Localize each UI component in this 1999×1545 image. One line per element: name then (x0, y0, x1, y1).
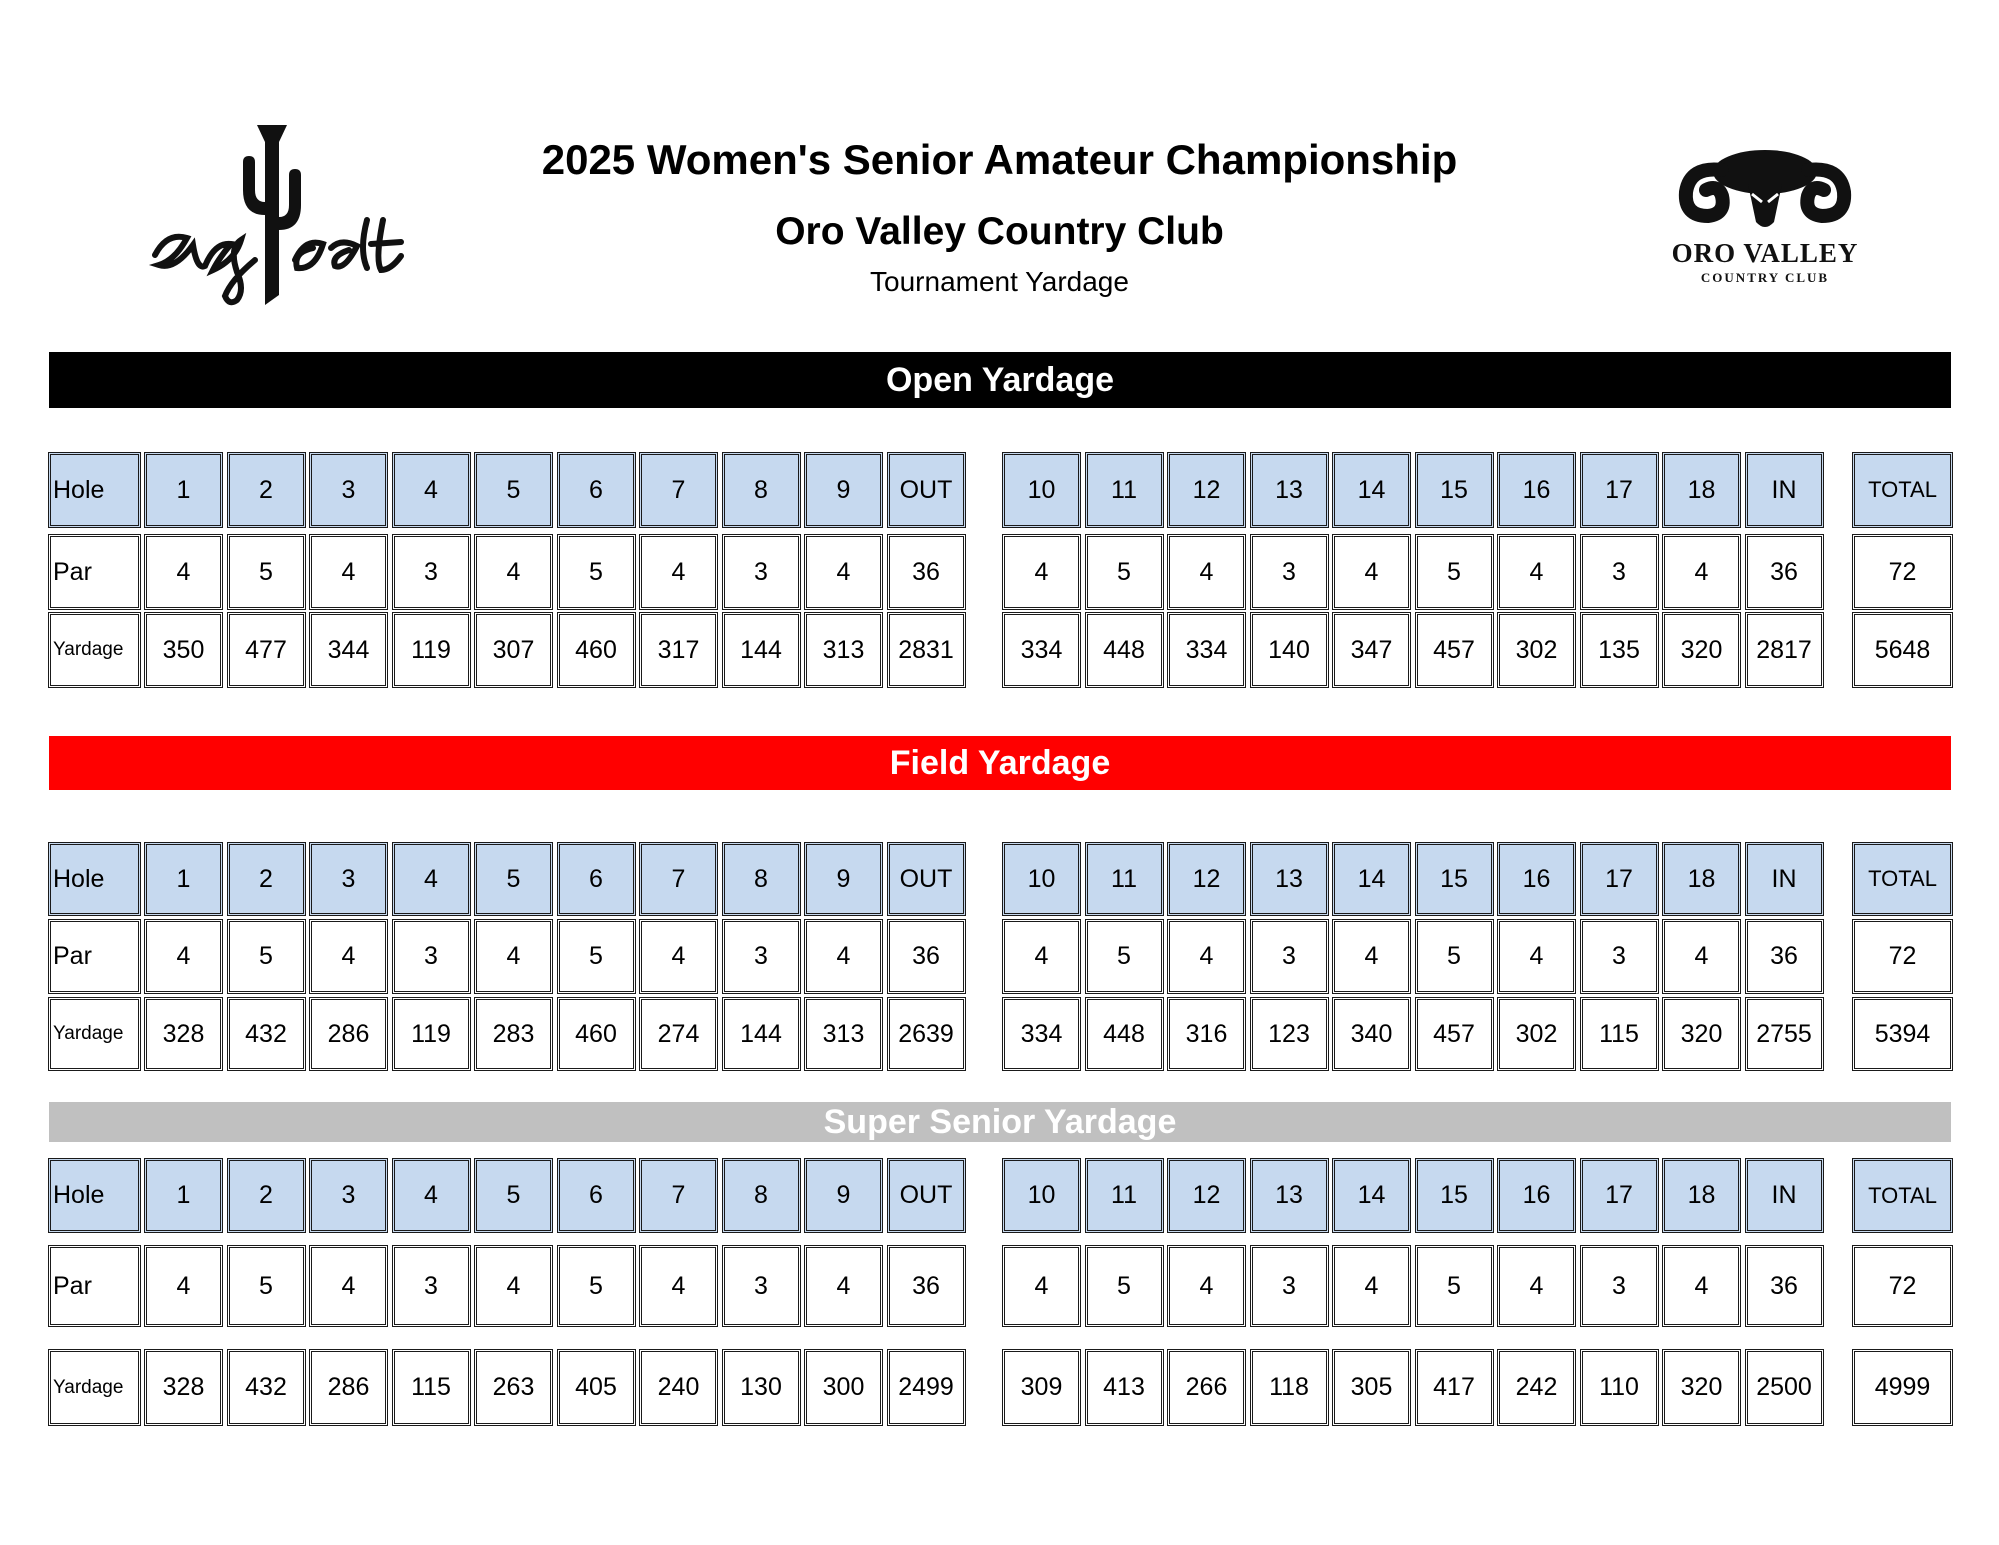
yardage-cell: 302 (1497, 997, 1576, 1071)
oro-valley-logo (1650, 140, 1880, 300)
par-cell: 5 (1085, 534, 1164, 610)
logo-subwordmark: COUNTRY CLUB (1700, 270, 1830, 285)
yardage-cell: 417 (1415, 1349, 1494, 1426)
par-cell: 3 (1250, 1245, 1329, 1327)
hole-number-cell: 5 (474, 842, 553, 916)
yardage-cell: 266 (1167, 1349, 1246, 1426)
hole-number-cell: 10 (1002, 842, 1081, 916)
par-cell: 4 (144, 919, 223, 994)
par-total-cell: 72 (1852, 534, 1953, 610)
yardage-cell: 457 (1415, 612, 1494, 688)
yardage-cell: 477 (227, 612, 306, 688)
hole-row-label: Hole (48, 1158, 141, 1233)
yardage-cell: 320 (1662, 997, 1741, 1071)
yardage-cell: 118 (1250, 1349, 1329, 1426)
hole-number-cell: 16 (1497, 1158, 1576, 1233)
yardage-cell: 309 (1002, 1349, 1081, 1426)
par-cell: 3 (722, 534, 801, 610)
hole-number-cell: IN (1745, 842, 1824, 916)
hole-number-cell: 7 (639, 452, 718, 528)
par-cell: 3 (1250, 919, 1329, 994)
hole-number-cell: OUT (887, 842, 966, 916)
hole-number-cell: 2 (227, 842, 306, 916)
yardage-cell: 2755 (1745, 997, 1824, 1071)
hole-number-cell: 13 (1250, 842, 1329, 916)
hole-number-cell: 11 (1085, 842, 1164, 916)
yardage-cell: 432 (227, 997, 306, 1071)
par-cell: 5 (1085, 919, 1164, 994)
yardage-cell: 286 (309, 1349, 388, 1426)
par-cell: 4 (1497, 534, 1576, 610)
par-total-cell: 72 (1852, 1245, 1953, 1327)
hole-number-cell: 17 (1580, 452, 1659, 528)
par-cell: 4 (1662, 1245, 1741, 1327)
hole-number-cell: 11 (1085, 452, 1164, 528)
hole-number-cell: 14 (1332, 842, 1411, 916)
yardage-cell: 307 (474, 612, 553, 688)
hole-number-cell: 3 (309, 842, 388, 916)
par-cell: 4 (1662, 919, 1741, 994)
par-cell: 3 (722, 919, 801, 994)
par-cell: 5 (227, 1245, 306, 1327)
yardage-cell: 240 (639, 1349, 718, 1426)
hole-number-cell: 1 (144, 452, 223, 528)
yardage-total-cell: 4999 (1852, 1349, 1953, 1426)
total-header-cell: TOTAL (1852, 1158, 1953, 1233)
hole-number-cell: 9 (804, 452, 883, 528)
hole-number-cell: 1 (144, 1158, 223, 1233)
par-cell: 3 (1580, 1245, 1659, 1327)
par-cell: 3 (392, 919, 471, 994)
hole-number-cell: 14 (1332, 1158, 1411, 1233)
par-cell: 4 (1167, 1245, 1246, 1327)
yardage-cell: 305 (1332, 1349, 1411, 1426)
yardage-cell: 2817 (1745, 612, 1824, 688)
hole-number-cell: 12 (1167, 842, 1246, 916)
par-cell: 4 (1332, 919, 1411, 994)
hole-number-cell: 6 (557, 842, 636, 916)
par-cell: 4 (474, 534, 553, 610)
hole-number-cell: 4 (392, 452, 471, 528)
par-cell: 36 (887, 1245, 966, 1327)
yardage-total-cell: 5394 (1852, 997, 1953, 1071)
hole-number-cell: 10 (1002, 452, 1081, 528)
total-header-cell: TOTAL (1852, 842, 1953, 916)
yardage-cell: 344 (309, 612, 388, 688)
section-banner-field: Field Yardage (49, 736, 1951, 790)
hole-number-cell: 7 (639, 1158, 718, 1233)
par-cell: 5 (1415, 919, 1494, 994)
section-banner-super-senior: Super Senior Yardage (49, 1102, 1951, 1142)
logo-wordmark: ORO VALLEY (1671, 238, 1859, 268)
par-cell: 5 (557, 1245, 636, 1327)
yardage-cell: 130 (722, 1349, 801, 1426)
par-cell: 4 (1167, 534, 1246, 610)
hole-number-cell: 3 (309, 452, 388, 528)
yardage-cell: 119 (392, 997, 471, 1071)
par-total-cell: 72 (1852, 919, 1953, 994)
hole-number-cell: 17 (1580, 1158, 1659, 1233)
par-cell: 36 (887, 534, 966, 610)
hole-number-cell: 1 (144, 842, 223, 916)
par-cell: 4 (1002, 919, 1081, 994)
yardage-cell: 313 (804, 612, 883, 688)
yardage-cell: 144 (722, 997, 801, 1071)
hole-number-cell: 8 (722, 1158, 801, 1233)
yardage-cell: 313 (804, 997, 883, 1071)
yardage-total-cell: 5648 (1852, 612, 1953, 688)
par-cell: 5 (1085, 1245, 1164, 1327)
yardage-cell: 302 (1497, 612, 1576, 688)
yardage-cell: 263 (474, 1349, 553, 1426)
yardage-row-label: Yardage (48, 997, 141, 1071)
yardage-cell: 2500 (1745, 1349, 1824, 1426)
par-cell: 4 (639, 1245, 718, 1327)
yardage-cell: 432 (227, 1349, 306, 1426)
par-cell: 36 (1745, 1245, 1824, 1327)
par-cell: 4 (804, 919, 883, 994)
yardage-cell: 448 (1085, 612, 1164, 688)
par-cell: 4 (309, 1245, 388, 1327)
page-subtitle: Tournament Yardage (870, 266, 1129, 297)
par-cell: 4 (1662, 534, 1741, 610)
yardage-cell: 334 (1167, 612, 1246, 688)
par-cell: 4 (144, 1245, 223, 1327)
hole-number-cell: 4 (392, 842, 471, 916)
par-cell: 4 (474, 919, 553, 994)
hole-number-cell: 17 (1580, 842, 1659, 916)
hole-number-cell: 18 (1662, 842, 1741, 916)
hole-row-label: Hole (48, 842, 141, 916)
hole-number-cell: IN (1745, 452, 1824, 528)
yardage-cell: 340 (1332, 997, 1411, 1071)
section-banner-open: Open Yardage (49, 352, 1951, 408)
yardage-cell: 350 (144, 612, 223, 688)
par-cell: 4 (804, 1245, 883, 1327)
hole-number-cell: 15 (1415, 1158, 1494, 1233)
hole-number-cell: 2 (227, 452, 306, 528)
par-cell: 4 (1332, 1245, 1411, 1327)
hole-number-cell: 12 (1167, 452, 1246, 528)
hole-number-cell: 12 (1167, 1158, 1246, 1233)
yardage-cell: 460 (557, 997, 636, 1071)
par-cell: 5 (1415, 534, 1494, 610)
par-row-label: Par (48, 1245, 141, 1327)
yardage-cell: 405 (557, 1349, 636, 1426)
hole-number-cell: 18 (1662, 1158, 1741, 1233)
par-cell: 4 (1332, 534, 1411, 610)
par-cell: 5 (227, 919, 306, 994)
yardage-cell: 242 (1497, 1349, 1576, 1426)
yardage-cell: 320 (1662, 612, 1741, 688)
page-title: 2025 Women's Senior Amateur Championship (541, 136, 1458, 183)
yardage-cell: 320 (1662, 1349, 1741, 1426)
hole-number-cell: 8 (722, 452, 801, 528)
hole-number-cell: OUT (887, 452, 966, 528)
yardage-cell: 460 (557, 612, 636, 688)
yardage-cell: 144 (722, 612, 801, 688)
yardage-cell: 448 (1085, 997, 1164, 1071)
par-cell: 3 (392, 1245, 471, 1327)
par-cell: 3 (392, 534, 471, 610)
yardage-cell: 328 (144, 997, 223, 1071)
par-cell: 3 (1580, 919, 1659, 994)
yardage-cell: 286 (309, 997, 388, 1071)
par-cell: 36 (1745, 534, 1824, 610)
par-cell: 4 (1497, 919, 1576, 994)
hole-number-cell: 15 (1415, 452, 1494, 528)
hole-number-cell: 11 (1085, 1158, 1164, 1233)
hole-number-cell: 8 (722, 842, 801, 916)
par-cell: 4 (1002, 1245, 1081, 1327)
par-cell: 4 (1002, 534, 1081, 610)
page-header (0, 0, 1999, 330)
par-cell: 5 (227, 534, 306, 610)
yardage-cell: 283 (474, 997, 553, 1071)
par-cell: 3 (1250, 534, 1329, 610)
hole-number-cell: 14 (1332, 452, 1411, 528)
yardage-cell: 115 (1580, 997, 1659, 1071)
yardage-cell: 300 (804, 1349, 883, 1426)
par-cell: 4 (1167, 919, 1246, 994)
total-header-cell: TOTAL (1852, 452, 1953, 528)
yardage-cell: 110 (1580, 1349, 1659, 1426)
par-cell: 4 (639, 919, 718, 994)
hole-number-cell: 2 (227, 1158, 306, 1233)
hole-number-cell: 3 (309, 1158, 388, 1233)
yardage-cell: 328 (144, 1349, 223, 1426)
yardage-cell: 334 (1002, 997, 1081, 1071)
hole-number-cell: 6 (557, 1158, 636, 1233)
hole-row-label: Hole (48, 452, 141, 528)
hole-number-cell: 6 (557, 452, 636, 528)
yardage-row-label: Yardage (48, 1349, 141, 1426)
yardage-cell: 334 (1002, 612, 1081, 688)
par-cell: 36 (1745, 919, 1824, 994)
par-cell: 4 (1497, 1245, 1576, 1327)
yardage-cell: 316 (1167, 997, 1246, 1071)
yardage-cell: 2499 (887, 1349, 966, 1426)
yardage-cell: 123 (1250, 997, 1329, 1071)
hole-number-cell: 15 (1415, 842, 1494, 916)
par-cell: 5 (557, 534, 636, 610)
hole-number-cell: 5 (474, 452, 553, 528)
yardage-cell: 140 (1250, 612, 1329, 688)
hole-number-cell: 13 (1250, 452, 1329, 528)
par-cell: 3 (722, 1245, 801, 1327)
par-cell: 5 (1415, 1245, 1494, 1327)
yardage-cell: 119 (392, 612, 471, 688)
yardage-cell: 2639 (887, 997, 966, 1071)
yardage-cell: 347 (1332, 612, 1411, 688)
hole-number-cell: 9 (804, 1158, 883, 1233)
hole-number-cell: 16 (1497, 452, 1576, 528)
par-cell: 36 (887, 919, 966, 994)
hole-number-cell: 18 (1662, 452, 1741, 528)
hole-number-cell: 5 (474, 1158, 553, 1233)
par-row-label: Par (48, 919, 141, 994)
par-cell: 3 (1580, 534, 1659, 610)
par-row-label: Par (48, 534, 141, 610)
ram-head-icon (1650, 140, 1880, 235)
par-cell: 4 (474, 1245, 553, 1327)
yardage-cell: 413 (1085, 1349, 1164, 1426)
yardage-row-label: Yardage (48, 612, 141, 688)
par-cell: 4 (804, 534, 883, 610)
hole-number-cell: IN (1745, 1158, 1824, 1233)
club-name: Oro Valley Country Club (775, 210, 1224, 253)
hole-number-cell: 9 (804, 842, 883, 916)
hole-number-cell: OUT (887, 1158, 966, 1233)
yardage-cell: 2831 (887, 612, 966, 688)
yardage-cell: 135 (1580, 612, 1659, 688)
yardage-cell: 317 (639, 612, 718, 688)
hole-number-cell: 4 (392, 1158, 471, 1233)
hole-number-cell: 10 (1002, 1158, 1081, 1233)
par-cell: 4 (144, 534, 223, 610)
par-cell: 4 (309, 534, 388, 610)
yardage-cell: 115 (392, 1349, 471, 1426)
yardage-cell: 457 (1415, 997, 1494, 1071)
par-cell: 4 (639, 534, 718, 610)
hole-number-cell: 13 (1250, 1158, 1329, 1233)
hole-number-cell: 7 (639, 842, 718, 916)
par-cell: 5 (557, 919, 636, 994)
yardage-cell: 274 (639, 997, 718, 1071)
par-cell: 4 (309, 919, 388, 994)
hole-number-cell: 16 (1497, 842, 1576, 916)
